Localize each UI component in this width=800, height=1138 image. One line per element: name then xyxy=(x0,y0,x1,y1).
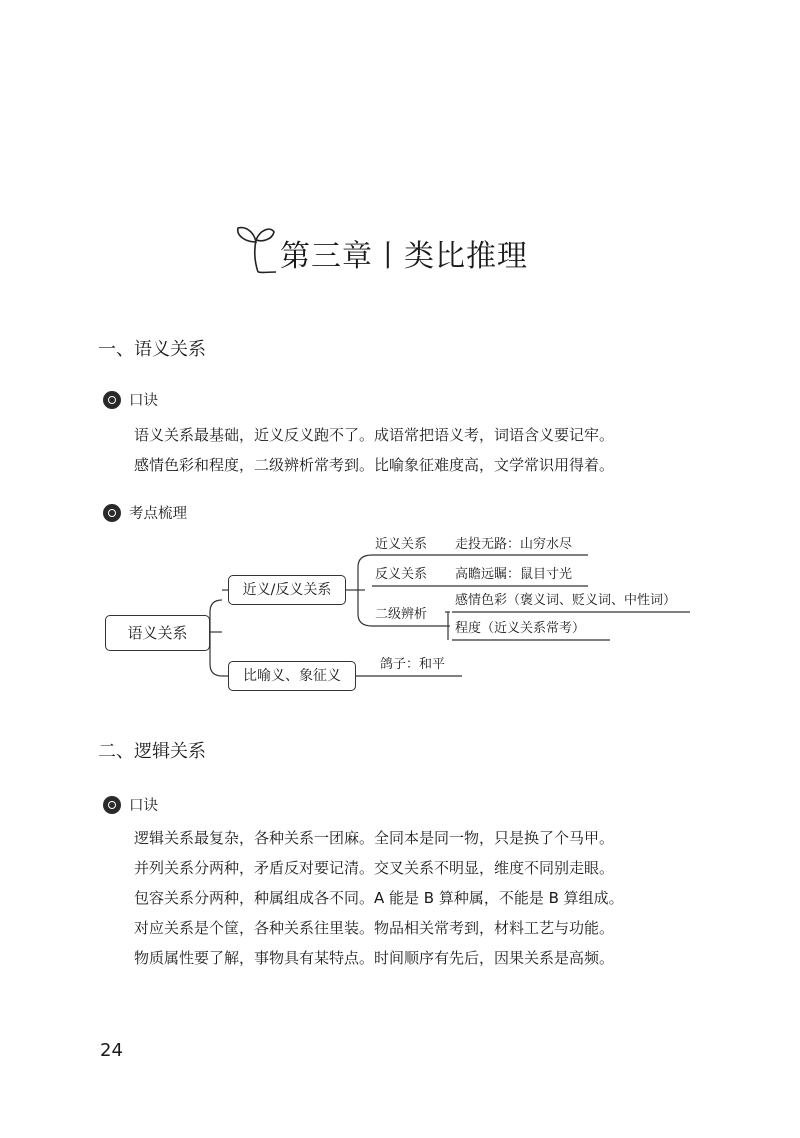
mindmap-example-synonym: 走投无路：山穷水尽 xyxy=(455,537,573,552)
page-number: 24 xyxy=(100,1040,123,1061)
mindmap-example-degree: 程度（近义关系常考） xyxy=(455,621,586,636)
mnemonic-label: 口诀 xyxy=(129,798,158,814)
mindmap-example-metaphor: 鸽子：和平 xyxy=(380,657,446,672)
mnemonic-line: 语义关系最基础，近义反义跑不了。成语常把语义考，词语含义要记牢。 xyxy=(134,426,615,444)
section-title-logic: 二、逻辑关系 xyxy=(98,741,206,762)
mnemonic-line: 并列关系分两种，矛盾反对要记清。交叉关系不明显，维度不同别走眼。 xyxy=(134,859,615,877)
mindmap-branch-synonym-antonym: 近义/反义关系 xyxy=(228,575,346,605)
mnemonic-icon xyxy=(103,796,121,814)
mnemonic-heading-2 xyxy=(103,794,158,815)
outline-label: 考点梳理 xyxy=(129,506,187,522)
mnemonic-line: 包容关系分两种，种属组成各不同。A 能是 B 算种属，不能是 B 算组成。 xyxy=(134,889,624,907)
mindmap-example-antonym: 高瞻远瞩：鼠目寸光 xyxy=(455,567,573,582)
mnemonic-line: 对应关系是个筐，各种关系往里装。物品相关常考到，材料工艺与功能。 xyxy=(134,919,615,937)
mnemonic-line: 物质属性要了解，事物具有某特点。时间顺序有先后，因果关系是高频。 xyxy=(134,949,615,967)
mnemonic-line: 感情色彩和程度，二级辨析常考到。比喻象征难度高，文学常识用得着。 xyxy=(134,456,615,474)
chapter-title: 第三章丨类比推理 xyxy=(280,239,528,274)
mnemonic-text-2 xyxy=(134,823,624,973)
mindmap-root: 语义关系 xyxy=(105,615,210,651)
section-title-semantic: 一、语义关系 xyxy=(98,339,206,360)
mindmap-example-emotion: 感情色彩（褒义词、贬义词、中性词） xyxy=(455,593,677,608)
mindmap-leaf-secondary: 二级辨析 xyxy=(375,607,428,622)
mnemonic-label: 口诀 xyxy=(129,393,158,409)
mnemonic-line: 逻辑关系最复杂，各种关系一团麻。全同本是同一物，只是换了个马甲。 xyxy=(134,829,615,847)
mindmap-branch-metaphor: 比喻义、象征义 xyxy=(228,661,356,691)
mindmap-leaf-synonym: 近义关系 xyxy=(375,537,428,552)
mindmap-leaf-antonym: 反义关系 xyxy=(375,567,428,582)
